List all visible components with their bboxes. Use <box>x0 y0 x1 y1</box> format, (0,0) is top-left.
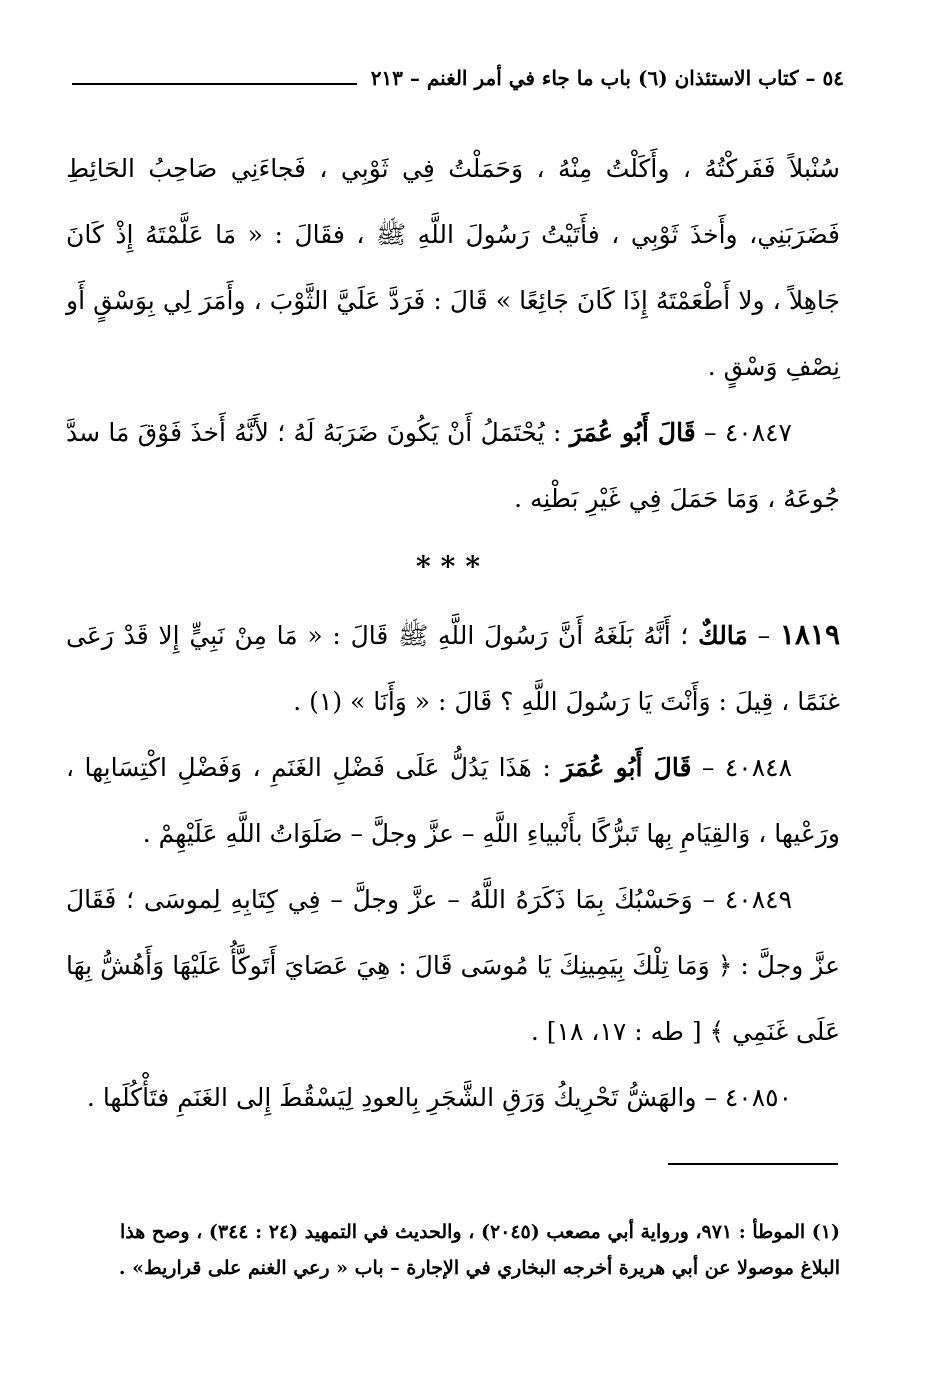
footnote-line-1: (١) الموطأ : ٩٧١، ورواية أبي مصعب (٢٠٤٥) ، والحديث في التمهيد (٢٤ : ٣٤٤) ، وصح هذا <box>120 1221 840 1243</box>
paragraph-40847: ٤٠٨٤٧ – قَالَ أَبُو عُمَرَ : يُحْتَمَلُ أَنْ يَكُونَ ضَرَبَهُ لَهُ ؛ لأَنَّهُ أَخذَ فَوْقَ مَا سدَّ جُوعَهُ ، وَمَا حَمَلَ فِي غَيْرِ بَطْنِه . <box>66 418 840 513</box>
paragraph-number: ٤٠٨٤٧ <box>724 418 792 447</box>
header-title: ٥٤ – كتاب الاستئذان (٦) باب ما جاء في أمر الغنم – ٢١٣ <box>370 66 844 90</box>
paragraph-text: – وَحَسْبُكَ بِمَا ذَكَرَهُ اللَّهُ – عزَّ وجلَّ – فِي كِتَابِهِ لِموسَى ؛ فَقَالَ عزَّ وجلَّ : ﴿ وَمَا تِلْكَ بِيَمِينِكَ يَا مُوسَى قَالَ : هِيَ عَصَايَ أَتَوكَّأُ عَلَيْهَا وَأَهُشُّ بِهَا عَلَى غَنَمِي ﴾ [ طه : ١٧، ١٨] . <box>66 885 840 1046</box>
paragraph-number: ٤٠٨٤٩ <box>724 885 792 914</box>
paragraph-number: ٤٠٨٤٨ <box>724 753 792 782</box>
section-separator: *** <box>416 550 490 583</box>
paragraph-40848: ٤٠٨٤٨ – قَالَ أَبُو عُمَرَ : هَذَا يَدُلُّ عَلَى فَضْلِ الغَنَمِ ، وَفَضْلِ اكْتِسَابِها ، ورَعْيها ، وَالقِيَامِ بِها تَبرُّكًا بأَنْبياءِ اللَّهِ – عزَّ وجلَّ – صَلَوَاتُ اللَّهِ عَلَيْهِمْ . <box>66 753 840 848</box>
paragraph-lead: قَالَ أَبُو عُمَرَ <box>569 418 696 447</box>
footnotes <box>66 1214 840 1286</box>
header-rule <box>72 83 357 85</box>
paragraph-text: : هَذَا يَدُلُّ عَلَى فَضْلِ الغَنَمِ ، وَفَضْلِ اكْتِسَابِها ، ورَعْيها ، وَالقِيَامِ بِها تَبرُّكًا بأَنْبياءِ اللَّهِ – عزَّ وجلَّ – صَلَوَاتُ اللَّهِ عَلَيْهِمْ . <box>66 753 840 848</box>
paragraph-40849 <box>66 867 840 1065</box>
paragraph-continuation: سُنْبلاً فَفَركْتُهُ ، وأَكَلْتُ مِنْهُ ، وَحَمَلْتُ فِي ثَوْبِي ، فَجاءَنِي صَاحِبُ الحَائِطِ فَضَرَبَنِي، وأَخذَ ثَوْبِي ، فأَتَيْتُ رَسُولَ اللَّهِ ﷺ ، فقَالَ : « مَا عَلَّمْتَهُ إِذْ كَانَ جَاهِلاً ، ولا أَطْعَمْتَهُ إِذَا كَانَ جَائِعًا » قَالَ : فَرَدَّ عَلَيَّ الثَّوْبَ ، وأَمَرَ لِي بِوَسْقٍ أَو نِصْفِ وَسْقٍ . <box>66 154 840 381</box>
footnote-rule <box>668 1163 838 1165</box>
paragraph-text: : يُحْتَمَلُ أَنْ يَكُونَ ضَرَبَهُ لَهُ ؛ لأَنَّهُ أَخذَ فَوْقَ مَا سدَّ جُوعَهُ ، وَمَا حَمَلَ فِي غَيْرِ بَطْنِه . <box>66 418 840 513</box>
running-header <box>72 58 844 98</box>
paragraph-40850 <box>66 1065 840 1131</box>
paragraph-text: – والهَشُّ تَحْرِيكُ وَرَقِ الشَّجَرِ بِالعودِ لِيَسْقُطَ إِلى الغَنَمِ فتَأْكُلَها . <box>86 1083 717 1112</box>
hadith-1819: ١٨١٩ – مَالكٌ ؛ أَنَّهُ بَلَغَهُ أَنَّ رَسُولَ اللَّهِ ﷺ قَالَ : « مَا مِنْ نَبِيٍّ إِلا قَدْ رَعَى غنَمًا ، قِيلَ : وَأَنْتَ يَا رَسُولَ اللَّهِ ؟ قَالَ : « وَأَنَا » (١) . <box>66 618 840 716</box>
hadith-number: ١٨١٩ <box>779 618 840 651</box>
paragraph-number: ٤٠٨٥٠ <box>724 1083 792 1112</box>
hadith-narrator: مَالكٌ <box>698 621 748 650</box>
footnote-line-2: البلاغ موصولا عن أبي هريرة أخرجه البخاري في الإجارة – باب « رعي الغنم على قراريط» . <box>118 1257 840 1279</box>
hadith-text: ؛ أَنَّهُ بَلَغَهُ أَنَّ رَسُولَ اللَّهِ ﷺ قَالَ : « مَا مِنْ نَبِيٍّ إِلا قَدْ رَعَى غنَمًا ، قِيلَ : وَأَنْتَ يَا رَسُولَ اللَّهِ ؟ قَالَ : « وَأَنَا » (١) . <box>66 621 840 716</box>
paragraph-lead: قَالَ أَبُو عُمَرَ <box>561 753 692 782</box>
main-text <box>66 136 840 1131</box>
